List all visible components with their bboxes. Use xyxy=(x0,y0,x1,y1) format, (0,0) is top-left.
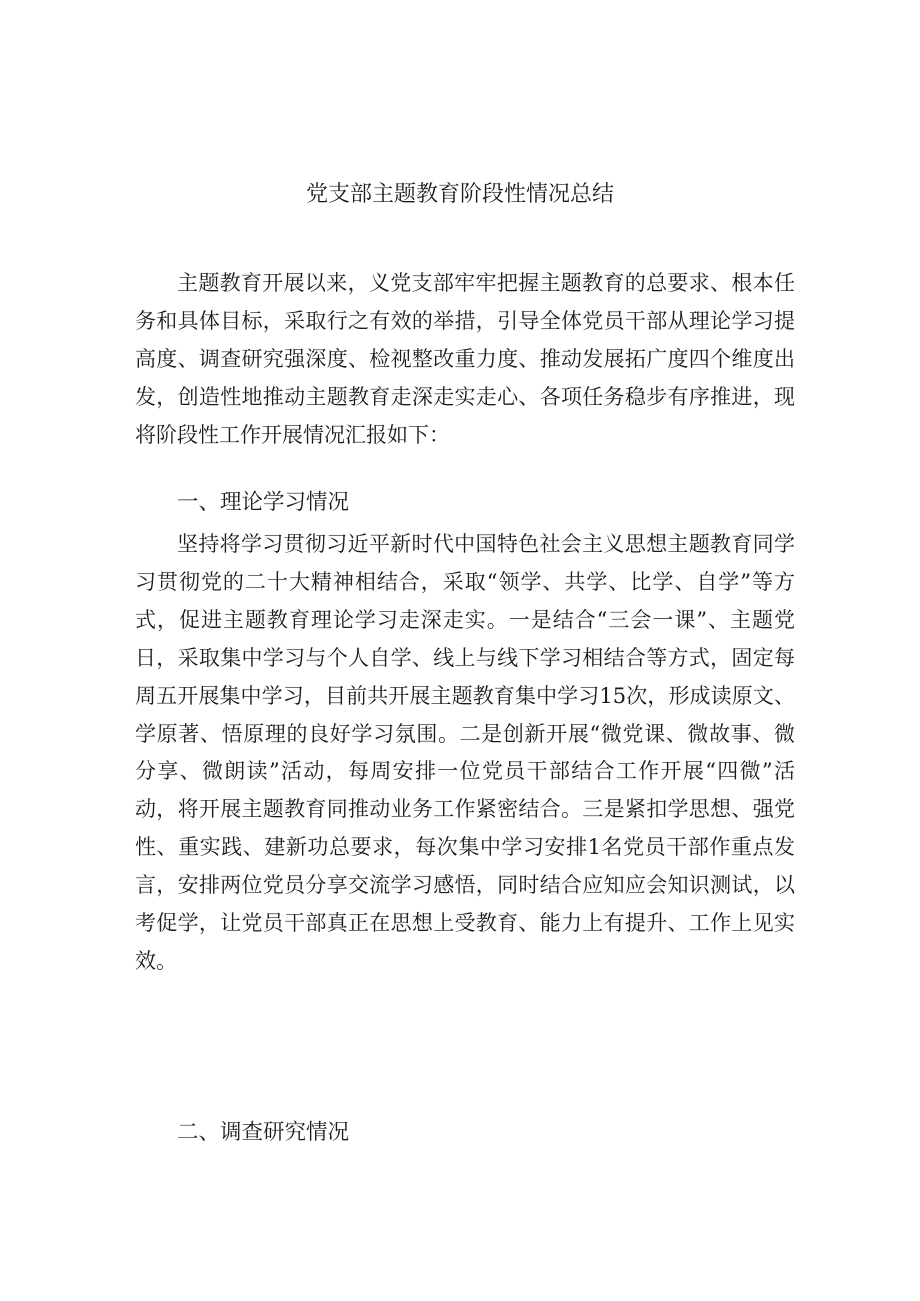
section-heading-theory-study: 一、理论学习情况 xyxy=(177,490,350,515)
section-body-theory-study: 坚持将学习贯彻习近平新时代中国特色社会主义思想主题教育同学习贯彻党的二十大精神相结合，采取“领学、共学、比学、自学”等方式，促进主题教育理论学习走深走实。一是结合“三会一课”、主题党日，采取集中学习与个人自学、线上与线下学习相结合等方式，固定每周五开展集中学习，目前共开展主题教育集中学习15次，形成读原文、学原著、悟原理的良好学习氛围。二是创新开展“微党课、微故事、微分享、微朗读”活动，每周安排一位党员干部结合工作开展“四微”活动，将开展主题教育同推动业务工作紧密结合。三是紧扣学思想、强党性、重实践、建新功总要求，每次集中学习安排1名党员干部作重点发言，安排两位党员分享交流学习感悟，同时结合应知应会知识测试，以考促学，让党员干部真正在思想上受教育、能力上有提升、工作上见实效。 xyxy=(135,532,795,973)
intro-paragraph: 主题教育开展以来，义党支部牢牢把握主题教育的总要求、根本任务和具体目标，采取行之有效的举措，引导全体党员干部从理论学习提高度、调查研究强深度、检视整改重力度、推动发展拓广度四个维度出发，创造性地推动主题教育走深走实走心、各项任务稳步有序推进，现将阶段性工作开展情况汇报如下： xyxy=(135,271,795,447)
section-heading-research: 二、调查研究情况 xyxy=(177,1120,350,1145)
document-title: 党支部主题教育阶段性情况总结 xyxy=(305,182,614,207)
